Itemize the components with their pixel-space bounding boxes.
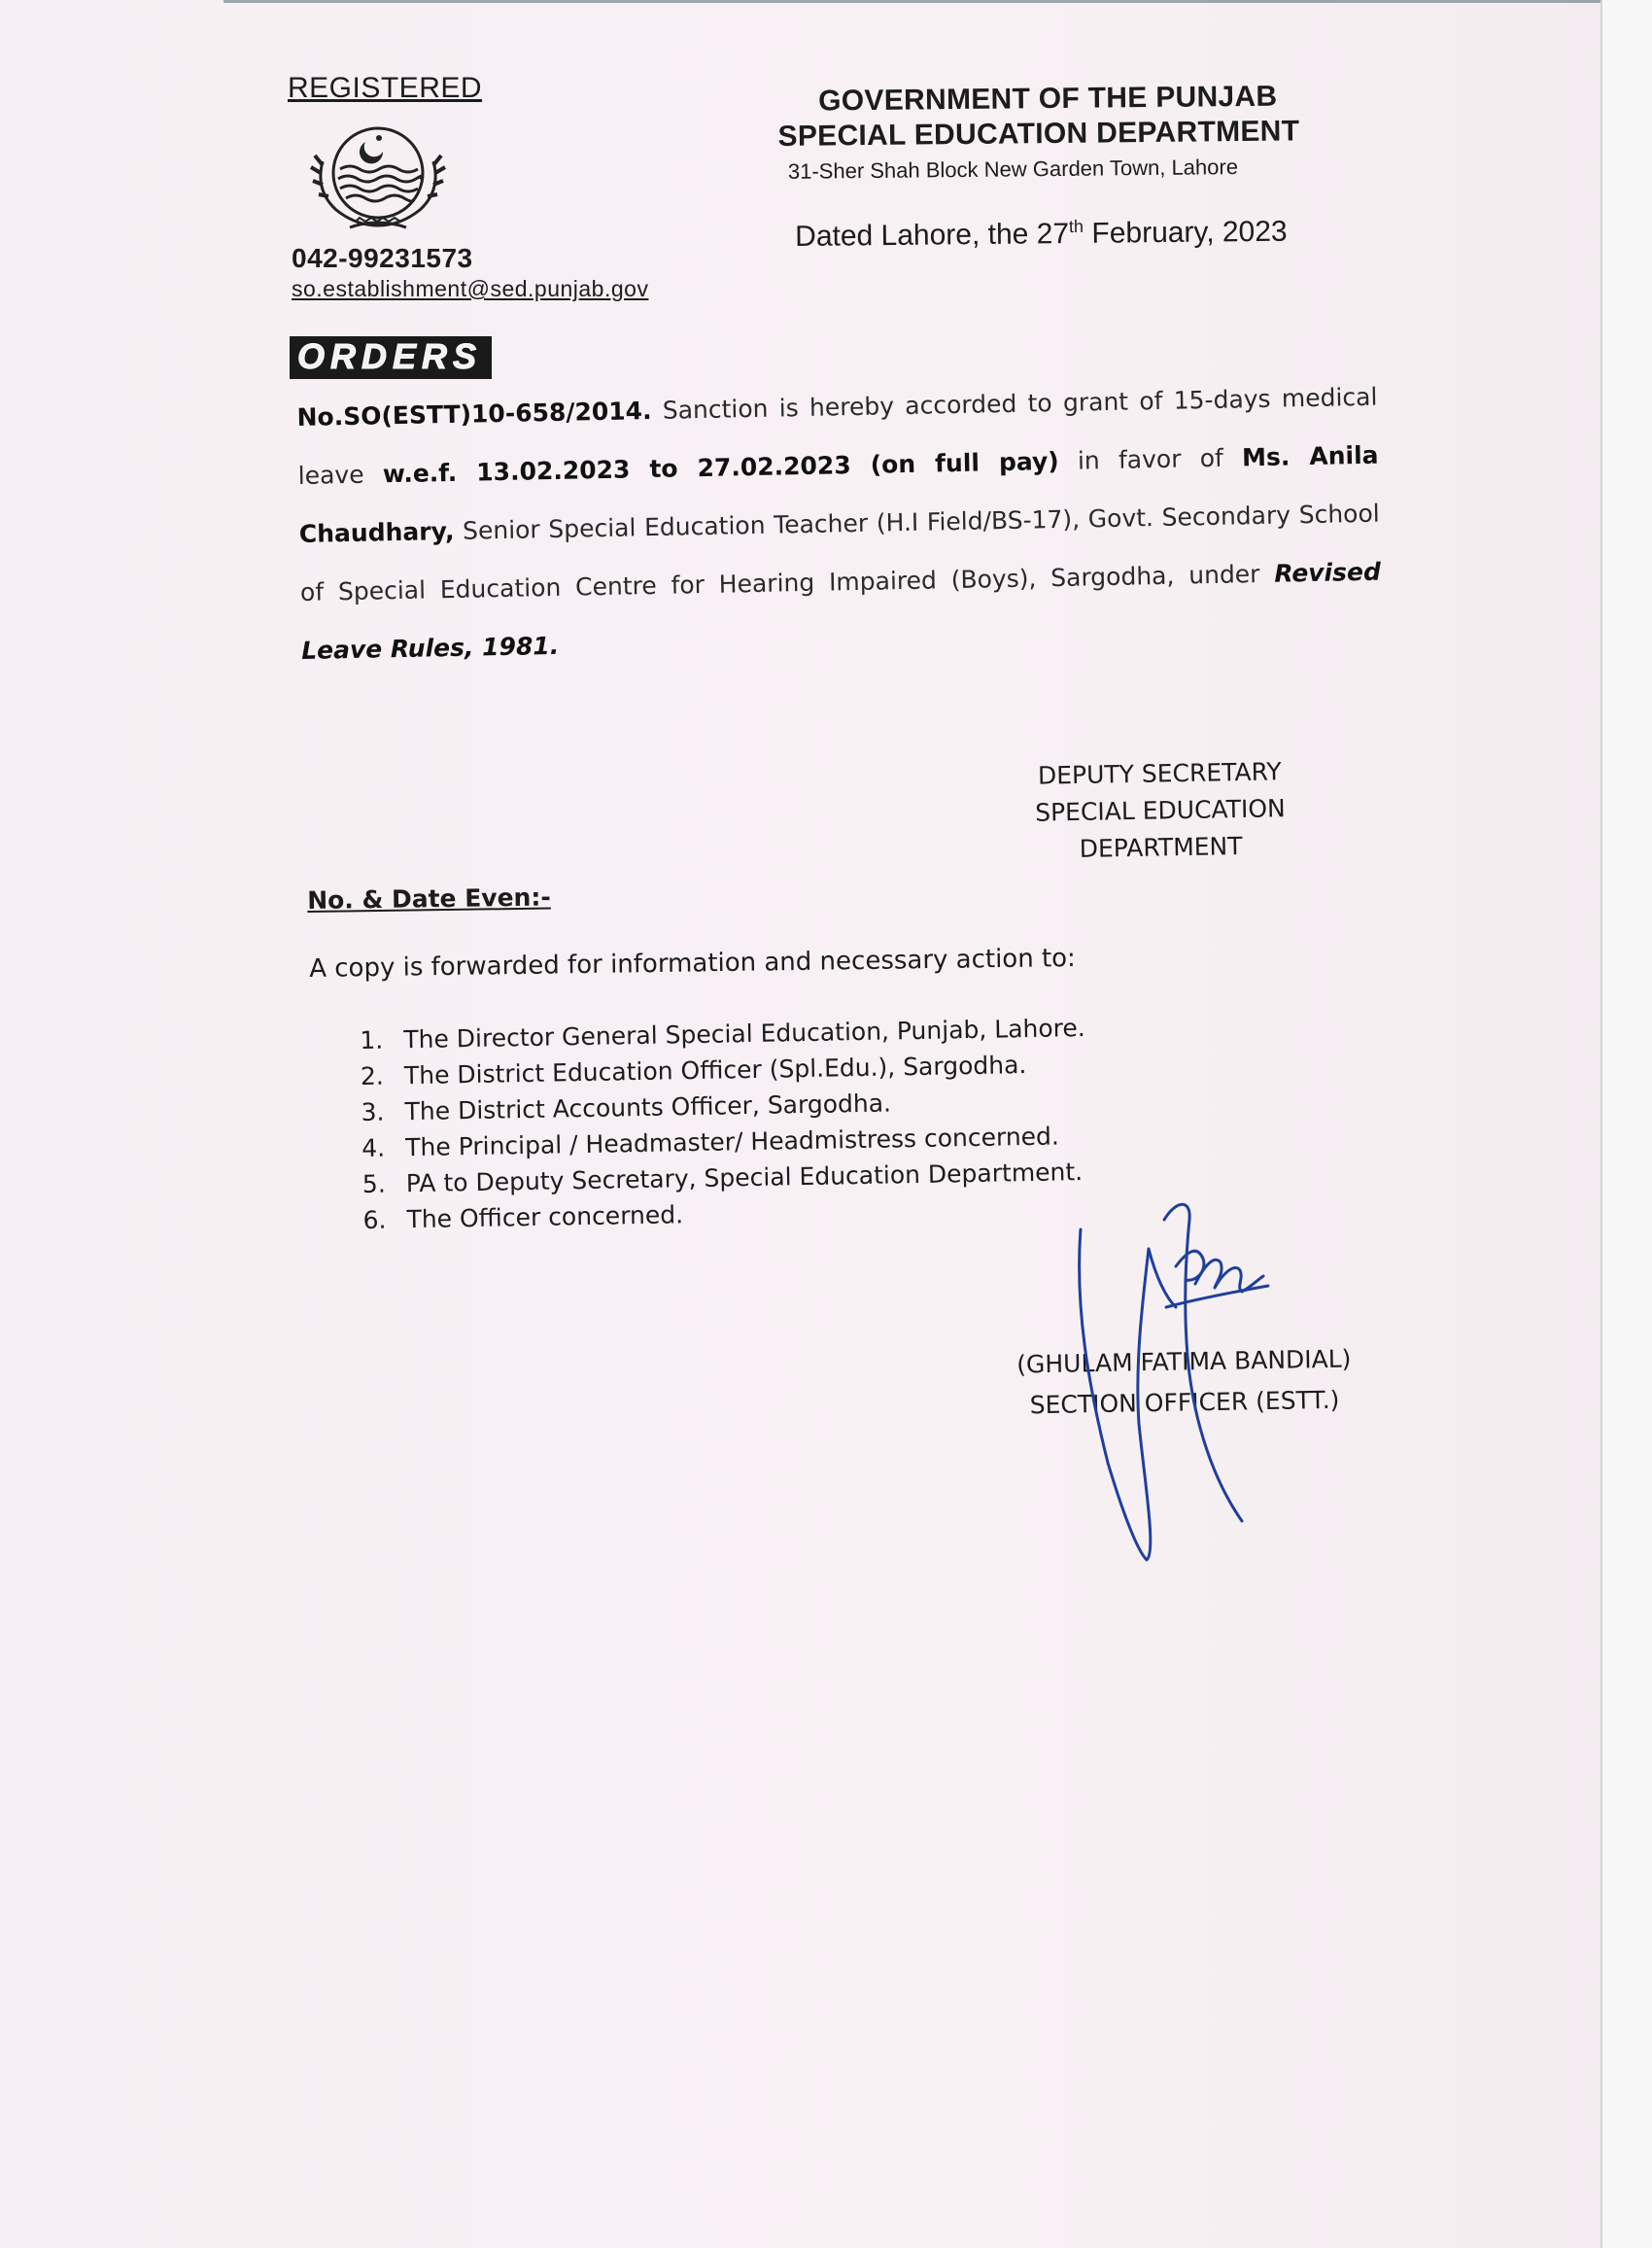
signatory-name: (GHULAM FATIMA BANDIAL) xyxy=(1015,1344,1352,1379)
punjab-seal-icon xyxy=(301,119,455,243)
leave-rules: Revised Leave Rules, 1981. xyxy=(300,557,1382,665)
employee-name: Ms. Anila Chaudhary, xyxy=(298,440,1379,548)
order-paragraph xyxy=(296,368,1383,680)
list-item-number: 5. xyxy=(361,1169,387,1198)
phone-number: 042-99231573 xyxy=(292,243,473,273)
list-item-number: 1. xyxy=(360,1025,384,1055)
dated-superscript: th xyxy=(1068,216,1084,237)
government-title: GOVERNMENT OF THE PUNJAB xyxy=(817,80,1278,118)
department-title: SPECIAL EDUCATION DEPARTMENT xyxy=(777,115,1300,153)
copy-forward-intro: A copy is forwarded for information and necessary action to: xyxy=(309,943,1077,984)
list-item-number: 3. xyxy=(361,1097,385,1126)
orders-badge: ORDERS xyxy=(290,336,492,379)
signature-icon xyxy=(1069,1191,1292,1570)
list-item-text: The Officer concerned. xyxy=(406,1200,684,1234)
deputy-line-1: DEPUTY SECRETARY xyxy=(1037,757,1282,790)
dated-line xyxy=(795,215,1288,254)
list-item-text: The Director General Special Education, Punjab, Lahore. xyxy=(403,1013,1085,1055)
recipient-list xyxy=(360,1010,1088,1238)
no-date-even-heading: No. & Date Even:- xyxy=(307,882,551,915)
order-text-3: Senior Special Education Teacher (H.I Field/BS-17), Govt. Secondary School of Special Education Centre for Hearing Impaired (Boys), Sargodha, under xyxy=(299,499,1380,606)
department-address: 31-Sher Shah Block New Garden Town, Lahore xyxy=(787,155,1239,184)
scan-top-edge xyxy=(224,0,1600,3)
list-item-number: 2. xyxy=(360,1061,385,1090)
registered-label: REGISTERED xyxy=(288,72,483,104)
order-ref-number: No.SO(ESTT)10-658/2014. xyxy=(296,396,652,432)
order-text-1: Sanction is hereby accorded to grant of 15-days medical leave xyxy=(297,382,1378,490)
dated-prefix: Dated Lahore, the 27 xyxy=(795,218,1070,253)
list-item-text: PA to Deputy Secretary, Special Education Department. xyxy=(405,1158,1084,1198)
deputy-line-3: DEPARTMENT xyxy=(1079,831,1243,863)
deputy-secretary-block xyxy=(1018,753,1302,869)
leave-period: w.e.f. 13.02.2023 to 27.02.2023 (on full pay) xyxy=(382,446,1059,489)
list-item-number: 6. xyxy=(362,1205,387,1234)
dated-suffix: February, 2023 xyxy=(1083,215,1288,250)
scan-right-margin xyxy=(1600,0,1652,2248)
list-item-text: The District Education Officer (Spl.Edu.), Sargodha. xyxy=(403,1051,1027,1090)
list-item-number: 4. xyxy=(361,1133,386,1162)
email-address: so.establishment@sed.punjab.gov xyxy=(292,276,649,301)
list-item-text: The Principal / Headmaster/ Headmistress concerned. xyxy=(405,1122,1060,1162)
list-item-text: The District Accounts Officer, Sargodha. xyxy=(404,1089,892,1126)
letterhead-header xyxy=(777,80,1342,185)
signatory-title: SECTION OFFICER (ESTT.) xyxy=(1029,1385,1340,1420)
order-text-2: in favor of xyxy=(1058,443,1243,475)
deputy-line-2: SPECIAL EDUCATION xyxy=(1034,794,1286,827)
